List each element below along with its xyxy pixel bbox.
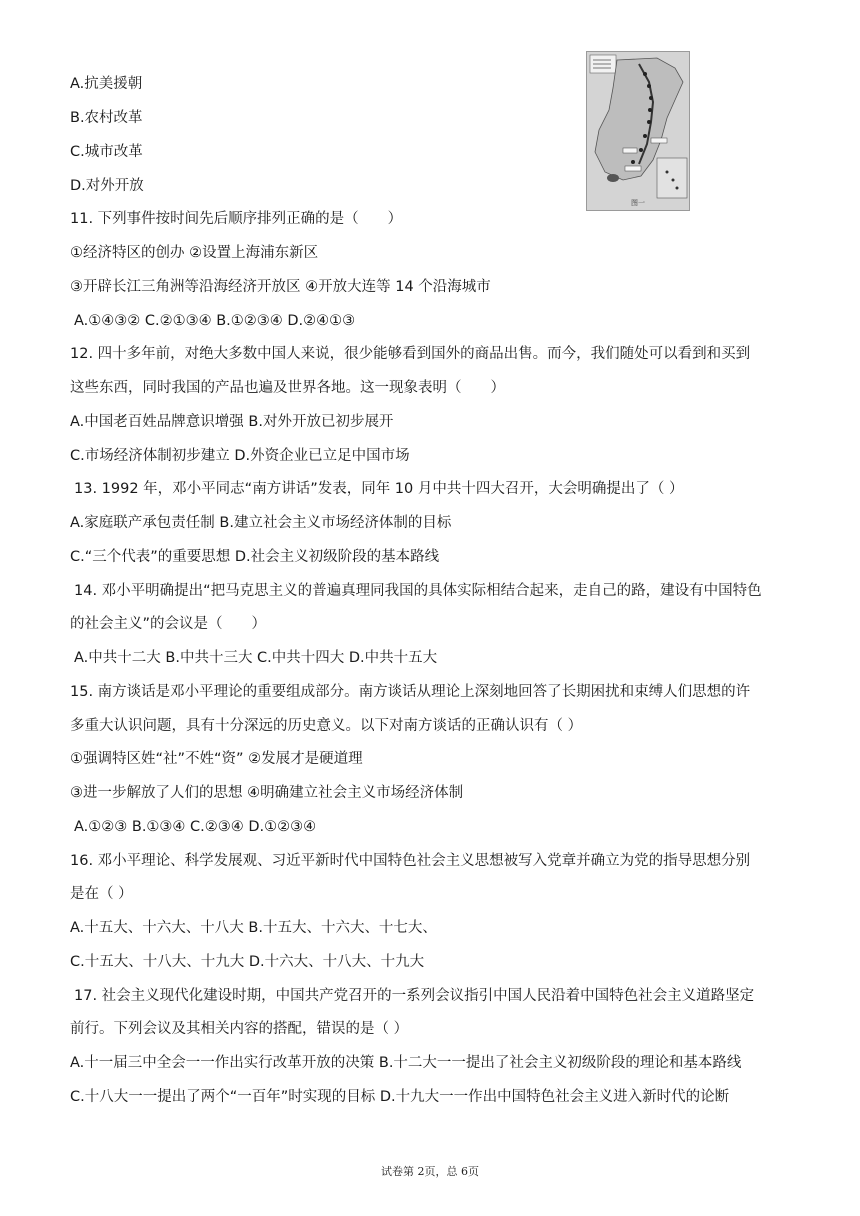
q12-stem-2: 这些东西，同时我国的产品也遍及世界各地。这一现象表明（ ）: [70, 380, 505, 396]
q15-items-1: ①强调特区姓“社”不姓“资” ②发展才是硬道理: [70, 751, 363, 767]
q14-stem-1: 14. 邓小平明确提出“把马克思主义的普遍真理同我国的具体实际相结合起来，走自己的路，建设有中国特色: [74, 583, 762, 599]
q17-stem-1: 17. 社会主义现代化建设时期，中国共产党召开的一系列会议指引中国人民沿着中国特色社会主义道路坚定: [74, 988, 755, 1004]
q15-stem-1: 15. 南方谈话是邓小平理论的重要组成部分。南方谈话从理论上深刻地回答了长期困扰和束缚人们思想的许: [70, 684, 751, 700]
figure-caption: 图一: [631, 199, 645, 207]
page-footer: 试卷第 2页，总 6页: [381, 1165, 479, 1178]
q13-stem: 13. 1992 年，邓小平同志“南方讲话”发表，同年 10 月中共十四大召开，大会明确提出了（ ）: [74, 481, 684, 497]
q13-options-cd: C.“三个代表”的重要思想 D.社会主义初级阶段的基本路线: [70, 549, 440, 565]
q17-stem-2: 前行。下列会议及其相关内容的搭配，错误的是（ ）: [70, 1021, 409, 1037]
q11-stem: 11. 下列事件按时间先后顺序排列正确的是（ ）: [70, 211, 403, 227]
q10-option-a: A.抗美援朝: [70, 76, 143, 92]
q17-options-ab: A.十一届三中全会一一作出实行改革开放的决策 B.十二大一一提出了社会主义初级阶段的理论和基本路线: [70, 1055, 742, 1071]
q10-option-c: C.城市改革: [70, 144, 143, 160]
q11-options: A.①④③② C.②①③④ B.①②③④ D.②④①③: [74, 313, 356, 329]
q12-options-cd: C.市场经济体制初步建立 D.外资企业已立足中国市场: [70, 448, 410, 464]
q15-options: A.①②③ B.①③④ C.②③④ D.①②③④: [74, 819, 317, 835]
q11-items-2: ③开辟长江三角洲等沿海经济开放区 ④开放大连等 14 个沿海城市: [70, 279, 491, 295]
q16-options-cd: C.十五大、十八大、十九大 D.十六大、十八大、十九大: [70, 954, 425, 970]
q17-options-cd: C.十八大一一提出了两个“一百年”时实现的目标 D.十九大一一作出中国特色社会主义进入新时代的论断: [70, 1089, 730, 1105]
q16-options-ab: A.十五大、十六大、十八大 B.十五大、十六大、十七大、: [70, 920, 437, 936]
q11-items-1: ①经济特区的创办 ②设置上海浦东新区: [70, 245, 319, 261]
q12-options-ab: A.中国老百姓品牌意识增强 B.对外开放已初步展开: [70, 414, 394, 430]
q15-items-2: ③进一步解放了人们的思想 ④明确建立社会主义市场经济体制: [70, 785, 464, 801]
q14-stem-2: 的社会主义”的会议是（ ）: [70, 616, 267, 632]
china-coastal-map-image: [587, 52, 690, 211]
q10-option-b: B.农村改革: [70, 110, 143, 126]
q16-stem-1: 16. 邓小平理论、科学发展观、习近平新时代中国特色社会主义思想被写入党章并确立为党的指导思想分别: [70, 853, 751, 869]
map-figure: [586, 51, 690, 211]
q13-options-ab: A.家庭联产承包责任制 B.建立社会主义市场经济体制的目标: [70, 515, 452, 531]
q12-stem-1: 12. 四十多年前，对绝大多数中国人来说，很少能够看到国外的商品出售。而今，我们随处可以看到和买到: [70, 346, 751, 362]
q14-options: A.中共十二大 B.中共十三大 C.中共十四大 D.中共十五大: [74, 650, 438, 666]
q15-stem-2: 多重大认识问题，具有十分深远的历史意义。以下对南方谈话的正确认识有（ ）: [70, 718, 583, 734]
q10-option-d: D.对外开放: [70, 178, 144, 194]
q16-stem-2: 是在（ ）: [70, 886, 133, 902]
